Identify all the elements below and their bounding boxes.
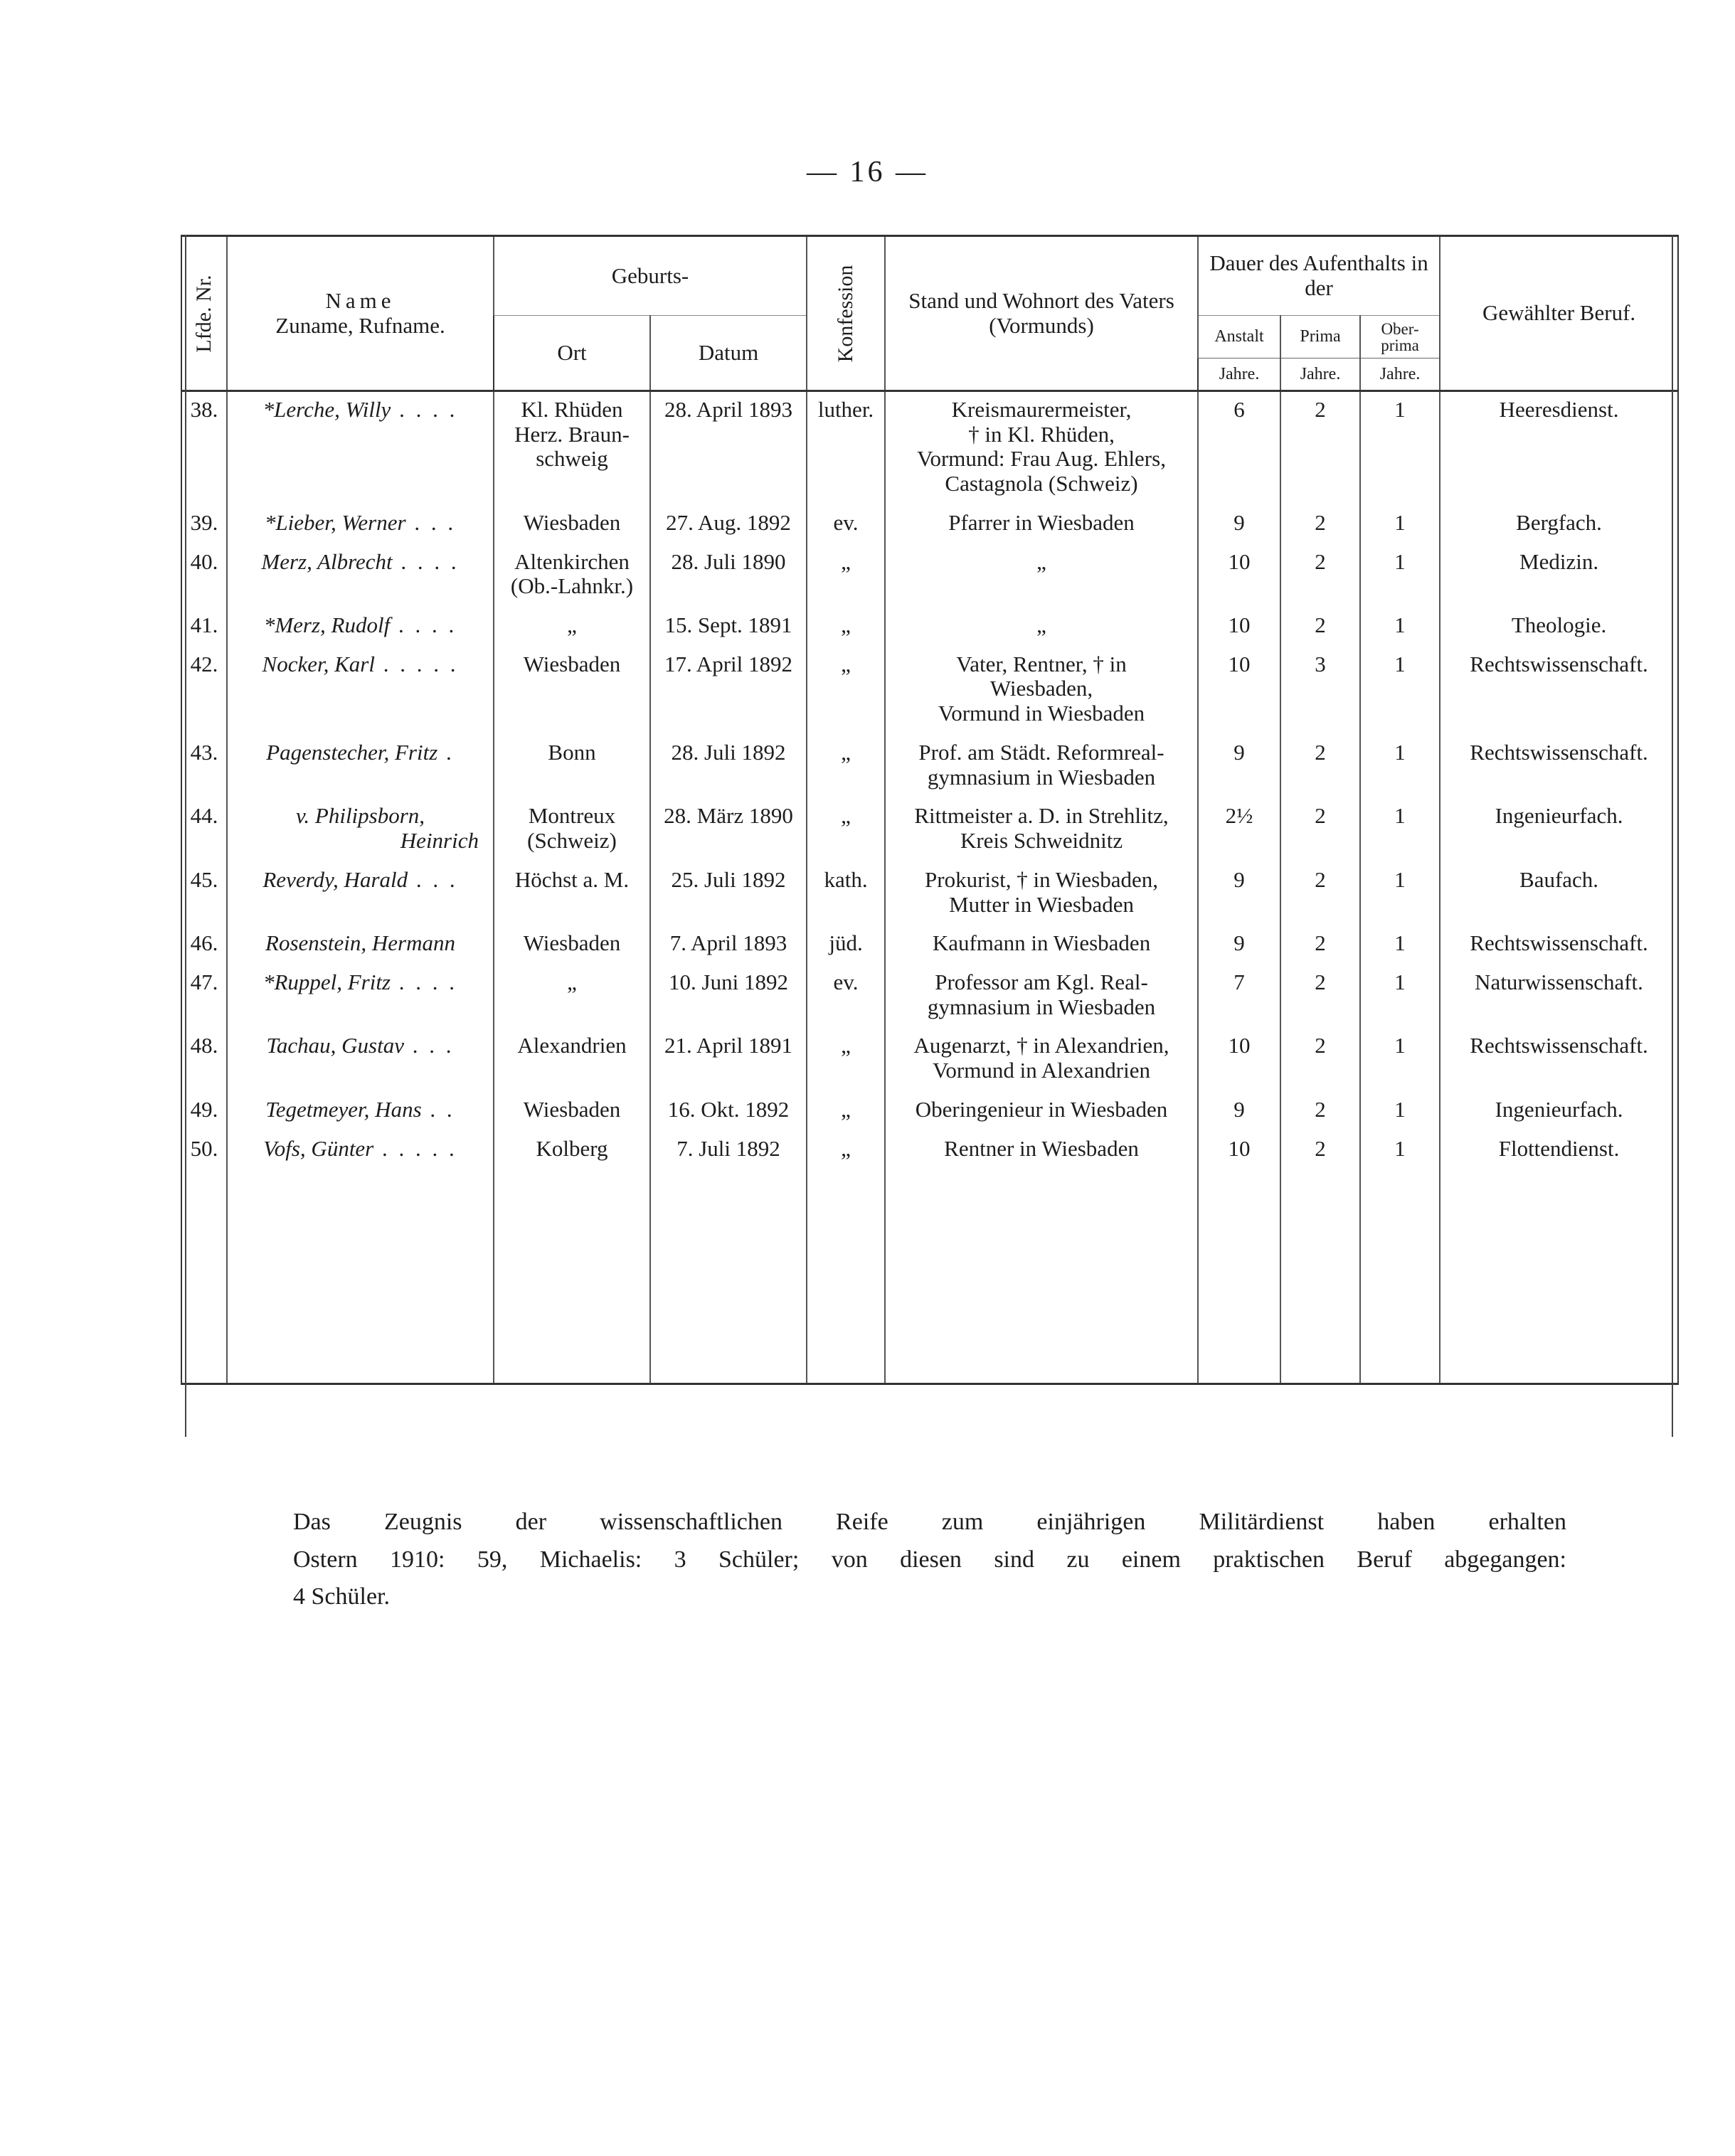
- chosen-profession: Rechtswissenschaft.: [1440, 647, 1678, 735]
- birth-date: 7. Juli 1892: [650, 1131, 807, 1170]
- table-row: [181, 925, 1678, 965]
- student-name: Vofs, Günter . . . . .: [227, 1131, 494, 1170]
- years-anstalt: 10: [1198, 607, 1280, 647]
- konfession-header: Konfession: [807, 236, 885, 391]
- years-anstalt: 2½: [1198, 798, 1280, 861]
- table-row: [181, 862, 1678, 925]
- row-number: 50.: [181, 1131, 227, 1170]
- table-row: [181, 798, 1678, 861]
- table-row: [181, 391, 1678, 505]
- father-occupation: „: [885, 607, 1198, 647]
- years-oberprima: 1: [1360, 391, 1440, 505]
- years-anstalt: 9: [1198, 1092, 1280, 1131]
- row-number: 44.: [181, 798, 227, 861]
- years-oberprima: 1: [1360, 647, 1440, 735]
- birth-date: 28. Juli 1892: [650, 735, 807, 798]
- years-prima: 2: [1280, 544, 1360, 607]
- student-name: *Lieber, Werner . . .: [227, 505, 494, 544]
- birth-date: 27. Aug. 1892: [650, 505, 807, 544]
- empty-row: [181, 1169, 1678, 1384]
- chosen-profession: Heeresdienst.: [1440, 391, 1678, 505]
- birth-place: Kolberg: [494, 1131, 650, 1170]
- geburts-header: Geburts-: [494, 236, 807, 316]
- chosen-profession: Naturwissenschaft.: [1440, 965, 1678, 1028]
- confession: „: [807, 647, 885, 735]
- years-oberprima: 1: [1360, 735, 1440, 798]
- years-prima: 2: [1280, 607, 1360, 647]
- table-row: [181, 735, 1678, 798]
- row-number: 39.: [181, 505, 227, 544]
- birth-place: Altenkirchen (Ob.-Lahnkr.): [494, 544, 650, 607]
- father-occupation: Prof. am Städt. Reformreal- gymnasium in Wiesbaden: [885, 735, 1198, 798]
- confession: „: [807, 1131, 885, 1170]
- note-paragraph: [293, 1504, 1566, 1616]
- empty-cell: [1360, 1169, 1440, 1384]
- father-occupation: Kreismaurermeister, † in Kl. Rhüden, Vormund: Frau Aug. Ehlers, Castagnola (Schweiz): [885, 391, 1198, 505]
- years-prima: 3: [1280, 647, 1360, 735]
- years-oberprima: 1: [1360, 862, 1440, 925]
- student-name: *Lerche, Willy . . . .: [227, 391, 494, 505]
- years-oberprima: 1: [1360, 798, 1440, 861]
- birth-date: 15. Sept. 1891: [650, 607, 807, 647]
- chosen-profession: Rechtswissenschaft.: [1440, 735, 1678, 798]
- confession: luther.: [807, 391, 885, 505]
- chosen-profession: Ingenieurfach.: [1440, 798, 1678, 861]
- row-number: 38.: [181, 391, 227, 505]
- name-header: Name Zuname, Rufname.: [227, 236, 494, 391]
- birth-date: 28. Juli 1890: [650, 544, 807, 607]
- confession: „: [807, 798, 885, 861]
- beruf-header: Gewählter Beruf.: [1440, 236, 1678, 391]
- row-number: 46.: [181, 925, 227, 965]
- birth-place: Wiesbaden: [494, 647, 650, 735]
- years-oberprima: 1: [1360, 1131, 1440, 1170]
- father-occupation: Kaufmann in Wiesbaden: [885, 925, 1198, 965]
- birth-date: 28. März 1890: [650, 798, 807, 861]
- student-register: [181, 235, 1677, 1437]
- birth-place: Kl. Rhüden Herz. Braun- schweig: [494, 391, 650, 505]
- empty-cell: [1440, 1169, 1678, 1384]
- father-occupation: Rentner in Wiesbaden: [885, 1131, 1198, 1170]
- birth-date: 10. Juni 1892: [650, 965, 807, 1028]
- birth-place: Wiesbaden: [494, 925, 650, 965]
- chosen-profession: Medizin.: [1440, 544, 1678, 607]
- note-line-2: Ostern 1910: 59, Michaelis: 3 Schüler; von diesen sind zu einem praktischen Beruf abgegangen:: [293, 1546, 1566, 1573]
- table-row: [181, 505, 1678, 544]
- years-prima: 2: [1280, 925, 1360, 965]
- prima-header: Prima: [1280, 316, 1360, 359]
- birth-place: Alexandrien: [494, 1028, 650, 1091]
- student-name: Tegetmeyer, Hans . .: [227, 1092, 494, 1131]
- anstalt-header: Anstalt: [1198, 316, 1280, 359]
- chosen-profession: Bergfach.: [1440, 505, 1678, 544]
- father-occupation: Augenarzt, † in Alexandrien, Vormund in Alexandrien: [885, 1028, 1198, 1091]
- student-name: v. Philipsborn, Heinrich: [227, 798, 494, 861]
- years-prima: 2: [1280, 862, 1360, 925]
- student-name: *Ruppel, Fritz . . . .: [227, 965, 494, 1028]
- years-oberprima: 1: [1360, 505, 1440, 544]
- years-anstalt: 7: [1198, 965, 1280, 1028]
- father-occupation: Vater, Rentner, † in Wiesbaden, Vormund in Wiesbaden: [885, 647, 1198, 735]
- dauer-header: Dauer des Aufenthalts in der: [1198, 236, 1440, 316]
- birth-date: 25. Juli 1892: [650, 862, 807, 925]
- table-row: [181, 965, 1678, 1028]
- chosen-profession: Baufach.: [1440, 862, 1678, 925]
- birth-place: Wiesbaden: [494, 505, 650, 544]
- chosen-profession: Flottendienst.: [1440, 1131, 1678, 1170]
- birth-place: Wiesbaden: [494, 1092, 650, 1131]
- student-name: Pagenstecher, Fritz .: [227, 735, 494, 798]
- table-row: [181, 607, 1678, 647]
- student-name: Reverdy, Harald . . .: [227, 862, 494, 925]
- student-name: Nocker, Karl . . . . .: [227, 647, 494, 735]
- chosen-profession: Rechtswissenschaft.: [1440, 925, 1678, 965]
- anstalt-jahre: Jahre.: [1198, 359, 1280, 391]
- birth-place: Bonn: [494, 735, 650, 798]
- empty-cell: [1280, 1169, 1360, 1384]
- years-prima: 2: [1280, 1131, 1360, 1170]
- years-oberprima: 1: [1360, 607, 1440, 647]
- years-anstalt: 10: [1198, 1131, 1280, 1170]
- student-name: *Merz, Rudolf . . . .: [227, 607, 494, 647]
- empty-cell: [650, 1169, 807, 1384]
- confession: ev.: [807, 505, 885, 544]
- birth-place: Höchst a. M.: [494, 862, 650, 925]
- years-anstalt: 10: [1198, 647, 1280, 735]
- chosen-profession: Ingenieurfach.: [1440, 1092, 1678, 1131]
- row-number: 40.: [181, 544, 227, 607]
- note-line-1: Das Zeugnis der wissenschaftlichen Reife zum einjährigen Militärdienst haben erhalten: [293, 1509, 1566, 1535]
- years-anstalt: 9: [1198, 505, 1280, 544]
- birth-date: 28. April 1893: [650, 391, 807, 505]
- years-oberprima: 1: [1360, 965, 1440, 1028]
- chosen-profession: Theologie.: [1440, 607, 1678, 647]
- birth-date: 21. April 1891: [650, 1028, 807, 1091]
- years-anstalt: 9: [1198, 735, 1280, 798]
- student-name: Tachau, Gustav . . .: [227, 1028, 494, 1091]
- empty-cell: [227, 1169, 494, 1384]
- father-occupation: „: [885, 544, 1198, 607]
- years-prima: 2: [1280, 505, 1360, 544]
- birth-place: „: [494, 607, 650, 647]
- years-prima: 2: [1280, 798, 1360, 861]
- years-prima: 2: [1280, 735, 1360, 798]
- birth-date: 16. Okt. 1892: [650, 1092, 807, 1131]
- empty-cell: [807, 1169, 885, 1384]
- student-table: [181, 235, 1679, 1385]
- lfde-nr-header: Lfde. Nr.: [181, 236, 227, 391]
- student-name: Rosenstein, Hermann: [227, 925, 494, 965]
- chosen-profession: Rechtswissenschaft.: [1440, 1028, 1678, 1091]
- father-occupation: Rittmeister a. D. in Strehlitz, Kreis Schweidnitz: [885, 798, 1198, 861]
- years-oberprima: 1: [1360, 1092, 1440, 1131]
- note-line-3: 4 Schüler.: [293, 1583, 390, 1610]
- row-number: 48.: [181, 1028, 227, 1091]
- years-prima: 2: [1280, 1092, 1360, 1131]
- table-row: [181, 1028, 1678, 1091]
- ort-header: Ort: [494, 316, 650, 391]
- prima-jahre: Jahre.: [1280, 359, 1360, 391]
- oberprima-jahre: Jahre.: [1360, 359, 1440, 391]
- years-prima: 2: [1280, 965, 1360, 1028]
- years-prima: 2: [1280, 391, 1360, 505]
- empty-cell: [181, 1169, 227, 1384]
- empty-cell: [494, 1169, 650, 1384]
- row-number: 45.: [181, 862, 227, 925]
- birth-place: „: [494, 965, 650, 1028]
- row-number: 42.: [181, 647, 227, 735]
- confession: „: [807, 735, 885, 798]
- confession: kath.: [807, 862, 885, 925]
- confession: ev.: [807, 965, 885, 1028]
- student-name: Merz, Albrecht . . . .: [227, 544, 494, 607]
- years-oberprima: 1: [1360, 1028, 1440, 1091]
- confession: „: [807, 607, 885, 647]
- years-anstalt: 9: [1198, 925, 1280, 965]
- datum-header: Datum: [650, 316, 807, 391]
- stand-header: Stand und Wohnort des Vaters (Vormunds): [885, 236, 1198, 391]
- years-oberprima: 1: [1360, 925, 1440, 965]
- table-row: [181, 1131, 1678, 1170]
- father-occupation: Pfarrer in Wiesbaden: [885, 505, 1198, 544]
- years-anstalt: 6: [1198, 391, 1280, 505]
- row-number: 43.: [181, 735, 227, 798]
- empty-cell: [885, 1169, 1198, 1384]
- years-anstalt: 9: [1198, 862, 1280, 925]
- table-row: [181, 1092, 1678, 1131]
- years-prima: 2: [1280, 1028, 1360, 1091]
- oberprima-header: Ober- prima: [1360, 316, 1440, 359]
- table-row: [181, 544, 1678, 607]
- years-anstalt: 10: [1198, 544, 1280, 607]
- father-occupation: Prokurist, † in Wiesbaden, Mutter in Wiesbaden: [885, 862, 1198, 925]
- birth-date: 17. April 1892: [650, 647, 807, 735]
- confession: „: [807, 1092, 885, 1131]
- row-number: 49.: [181, 1092, 227, 1131]
- row-number: 47.: [181, 965, 227, 1028]
- birth-place: Montreux (Schweiz): [494, 798, 650, 861]
- father-occupation: Professor am Kgl. Real- gymnasium in Wiesbaden: [885, 965, 1198, 1028]
- page-number: — 16 —: [807, 156, 928, 188]
- confession: jüd.: [807, 925, 885, 965]
- father-occupation: Oberingenieur in Wiesbaden: [885, 1092, 1198, 1131]
- years-anstalt: 10: [1198, 1028, 1280, 1091]
- birth-date: 7. April 1893: [650, 925, 807, 965]
- confession: „: [807, 544, 885, 607]
- confession: „: [807, 1028, 885, 1091]
- table-row: [181, 647, 1678, 735]
- row-number: 41.: [181, 607, 227, 647]
- empty-cell: [1198, 1169, 1280, 1384]
- years-oberprima: 1: [1360, 544, 1440, 607]
